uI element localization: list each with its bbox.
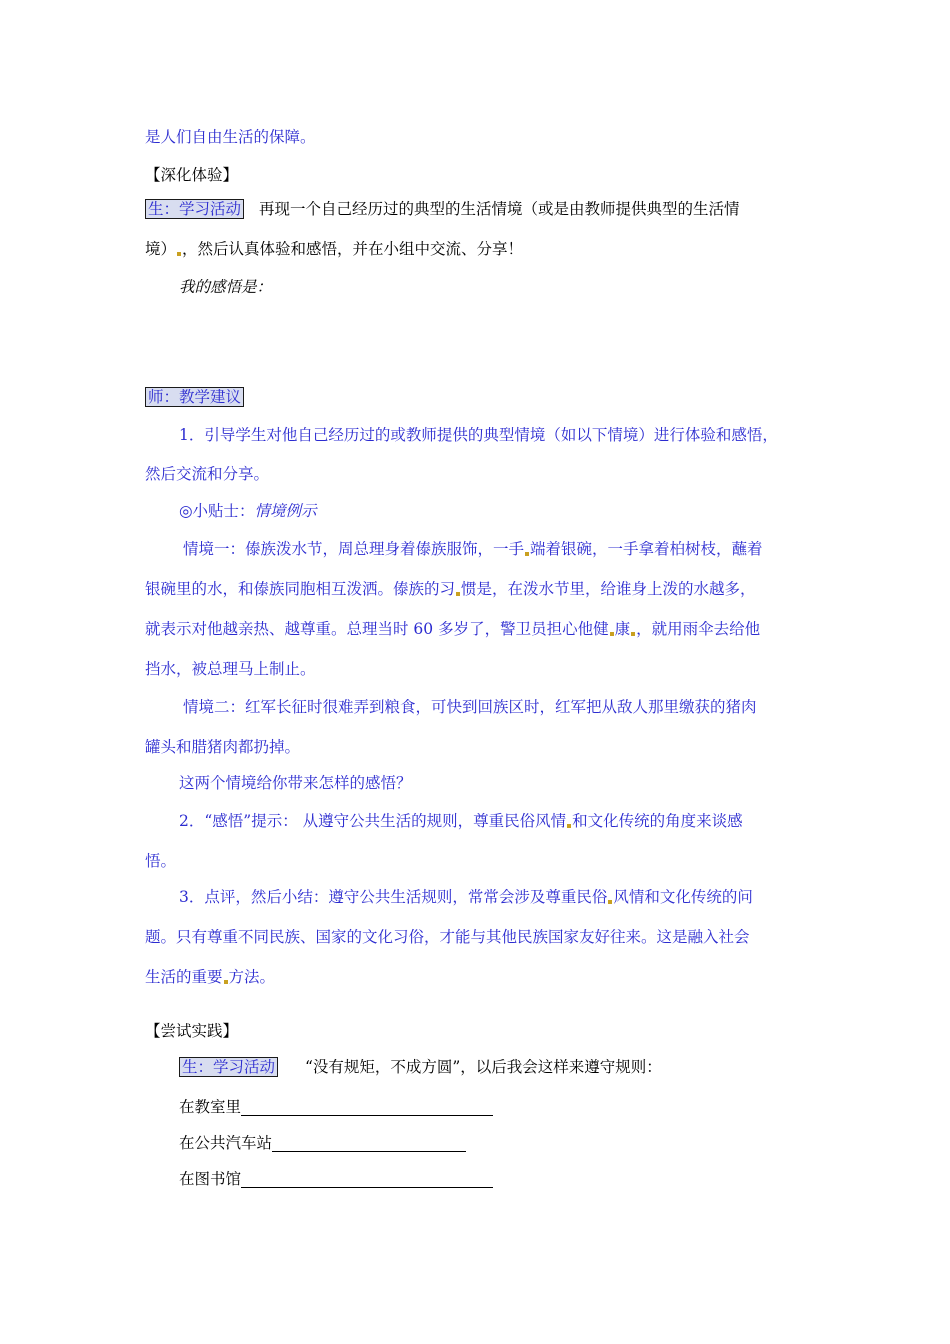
revision-mark-icon	[525, 552, 529, 556]
text-line	[145, 198, 739, 220]
fill-label: 在教室里	[179, 1098, 242, 1116]
text-line	[183, 696, 757, 718]
text: 情境一：傣族泼水节，周总理身着傣族服饰，一手	[183, 540, 525, 558]
fill-in-row	[179, 1132, 466, 1154]
text: 情境二：红军长征时很难弄到粮食，可快到回族区时，红军把从敌人那里缴获的猪肉	[183, 698, 757, 716]
text-line	[179, 810, 743, 832]
fill-in-row	[179, 1096, 493, 1118]
text-line	[179, 772, 412, 794]
text: 这两个情境给你带来怎样的感悟？	[179, 774, 412, 792]
fill-label: 在图书馆	[179, 1170, 242, 1188]
text-line	[145, 618, 760, 640]
teacher-suggestion-tag: 师：教学建议	[145, 387, 244, 407]
student-activity-tag: 生：学习活动	[145, 199, 244, 219]
text: 2．“感悟”提示： 从遵守公共生活的规则，尊重民俗风情	[179, 812, 567, 830]
revision-mark-icon	[224, 980, 228, 984]
revision-mark-icon	[456, 592, 460, 596]
fill-in-blank[interactable]	[272, 1135, 466, 1152]
revision-mark-icon	[567, 824, 571, 828]
text: 题。只有尊重不同民族、国家的文化习俗，才能与其他民族国家友好往来。这是融入社会	[145, 928, 750, 946]
text: 和文化传统的角度来谈感	[572, 812, 743, 830]
text-line	[145, 658, 316, 680]
text-line	[179, 886, 753, 908]
heading-text: 【深化体验】	[145, 166, 239, 184]
text: 康	[614, 620, 631, 638]
revision-mark-icon	[608, 900, 612, 904]
revision-mark-icon	[631, 632, 635, 636]
text-line	[145, 736, 300, 758]
text: 是人们自由生活的保障。	[145, 128, 316, 146]
text-line	[145, 386, 244, 408]
text: 挡水，被总理马上制止。	[145, 660, 316, 678]
section-heading	[145, 164, 238, 186]
revision-mark-icon	[610, 632, 614, 636]
text: 再现一个自己经历过的典型的生活情境（或是由教师提供典型的生活情	[258, 200, 740, 218]
text-line	[179, 500, 317, 522]
text: 银碗里的水，和傣族同胞相互泼洒。傣族的习	[145, 580, 456, 598]
text: ◎小贴士：	[179, 502, 255, 520]
text: ，就用雨伞去给他	[636, 620, 761, 638]
fill-label: 在公共汽车站	[179, 1134, 273, 1152]
text-line	[145, 463, 269, 485]
text-line	[145, 926, 750, 948]
text: 方法。	[228, 968, 276, 986]
text: 然后交流和分享。	[145, 465, 270, 483]
text-line	[145, 850, 176, 872]
text: 生活的重要	[145, 968, 223, 986]
text: 3．点评，然后小结：遵守公共生活规则，常常会涉及尊重民俗	[179, 888, 608, 906]
text-line	[145, 578, 756, 600]
text: 情境例示	[254, 502, 317, 520]
text: “没有规矩，不成方圆”，以后我会这样来遵守规则：	[304, 1058, 662, 1076]
text-line	[145, 126, 316, 148]
fill-in-row	[179, 1168, 493, 1190]
text: 悟。	[145, 852, 177, 870]
text: 就表示对他越亲热、越尊重。总理当时 60 多岁了，警卫员担心他健	[145, 620, 609, 638]
text: 罐头和腊猪肉都扔掉。	[145, 738, 301, 756]
section-heading	[145, 1020, 238, 1042]
text: ，然后认真体验和感悟，并在小组中交流、分享！	[182, 240, 524, 258]
text: 风情和文化传统的问	[613, 888, 753, 906]
text: 端着银碗，一手拿着柏树枝，蘸着	[530, 540, 763, 558]
heading-text: 【尝试实践】	[145, 1022, 239, 1040]
text-line	[179, 276, 272, 298]
fill-in-blank[interactable]	[241, 1171, 493, 1188]
text-line	[179, 424, 778, 446]
text-line	[183, 538, 763, 560]
text: 1．引导学生对他自己经历过的或教师提供的典型情境（如以下情境）进行体验和感悟，	[179, 426, 778, 444]
text: 我的感悟是：	[179, 278, 273, 296]
student-activity-tag: 生：学习活动	[179, 1057, 278, 1077]
text: 惯是，在泼水节里，给谁身上泼的水越多，	[461, 580, 756, 598]
text-line	[179, 1056, 662, 1078]
fill-in-blank[interactable]	[241, 1099, 493, 1116]
revision-mark-icon	[177, 252, 181, 256]
text-line	[145, 966, 275, 988]
text-line	[145, 238, 523, 260]
text: 境）	[145, 240, 177, 258]
